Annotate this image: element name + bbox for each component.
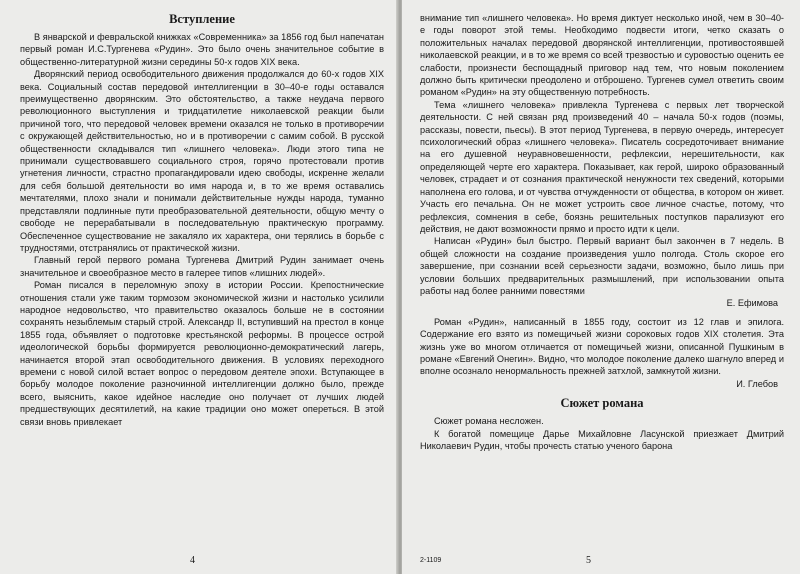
author-signature: Е. Ефимова	[726, 298, 778, 309]
right-page	[402, 0, 800, 574]
right-body-text-middle	[420, 316, 784, 378]
right-body-text	[420, 12, 784, 297]
paragraph: внимание тип «лишнего человека». Но время диктует несколько иной, чем в 30–40-е годы поворот этой темы. Необходимо подвести итоги, четко сказать о положительных началах передовой дворянской интеллигенции, противостоявшей николаевской реакции, и в то же время со всей трезвостью и суровостью оценить ее слабости, произнести беспощадный приговор над тем, что новым поколением должно быть критически преодолено и отброшено. Тургенев сумел ответить своим романом «Рудин» на эту общественную потребность.	[420, 13, 784, 98]
paragraph: Сюжет романа несложен.	[434, 416, 544, 427]
left-body-text	[20, 31, 384, 428]
paragraph: Дворянский период освободительного движения продолжался до 60-х годов XIX века. Социальный состав передовой интеллигенции в 30–40-е годы оставался преимущественно дворянским. Это обстоятельство, а также неудача первого революционного выступления и тридцатилетие николаевской реакции были причиной того, что передовой человек времени оказался не только в противоречии с окружающей действительностью, но и в противоречии с самим собой. В русской общественности складывался тип «лишнего человека». Люди этого типа не принимали существовавшего социального строя, горячо протестовали против угнетения личности, страстно пропагандировали идею свободы, искренне желали для себя большой деятельности во имя народа и, в то же время оставались мечтателями, плохо знали и понимали действительные нужды народа, туманно представляли подлинные пути преобразовательной деятельности, общую мечту о свободе не перерабатывали в последовательную практическую программу. Обеспеченное существование не закаляло их характера, они терялись в борьбе с трудностями, отстранялись от практической жизни.	[20, 69, 384, 253]
author-signature: И. Глебов	[736, 378, 778, 389]
paragraph: Роман писался в переломную эпоху в истории России. Крепостнические отношения стали уже таким тормозом экономической жизни и настолько усилили народное недовольство, что правительство оказалось больше не в состоянии сохранять незыблемым старый строй. Александр II, вступивший на престол в конце 1855 года, объявляет о подготовке крестьянской реформы. В процессе острой идеологической борьбы формируется революционно-демократический лагерь, начинается второй этап освободительного движения. В условиях переходного времени с новой силой встает вопрос о передовом деятеле эпохи. Вступающее в борьбу молодое поколение разночинной интеллигенции должно было, прежде всего, выяснить, какое идейное наследие оно получает от лучших людей предшествующих десятилетий, на какие традиции оно может опереться. В этой связи вновь привлекает	[20, 280, 384, 427]
paragraph: В январской и февральской книжках «Современника» за 1856 год был напечатан первый роман И.С.Тургенева «Рудин». Это было очень значительное событие в общественно-литературной жизни середины 50-х годов XIX века.	[20, 32, 384, 67]
paragraph: Главный герой первого романа Тургенева Дмитрий Рудин занимает очень значительное и своеобразное место в галерее типов «лишних людей».	[20, 255, 384, 278]
paragraph: Тема «лишнего человека» привлекла Тургенева с первых лет творческой деятельности. С ней связан ряд произведений 40 – начала 50-х годов (поэмы, рассказы, повести, пьесы). В этот период Тургенева, в первую очередь, интересует психологический образ «лишнего человека». Писатель сосредоточивает внимание на его душевной неуравновешенности, рефлексии, нерешительности, как определяющей черте его характера. Показывает, как герой, широко образованный человек, страдает и от сознания практической ненужности тех сведений, которыми наполнена его голова, и от чувства отчужденности от общества, в котором он живет. Участь его печальна. Он не может устроить свое личное счастье, потому, что рефлексия, сомнения в себе, боязнь решительных поступков парализуют его действия, не дают возможности прямо и просто идти к цели.	[420, 99, 784, 234]
paragraph: Написан «Рудин» был быстро. Первый вариант был закончен в 7 недель. В общей сложности на создание произведения ушло полгода. Столь скорое его завершение, при сознании всей серьезности задачи, возможно, было лишь при условии больших предварительных размышлений, при использовании опыта работы над более ранними повестями	[420, 236, 784, 296]
page-title: Вступление	[169, 12, 235, 26]
print-code: 2-1109	[420, 557, 442, 564]
page-number: 4	[190, 555, 195, 566]
paragraph: Роман «Рудин», написанный в 1855 году, состоит из 12 глав и эпилога. Содержание его взято из помещичьей жизни сороковых годов XIX столетия. Эта жизнь уже во многом отличается от помещичьей жизни, описанной Пушкиным в романе «Евгений Онегин». Видно, что молодое поколение далеко шагнуло вперед и вполне осознало ненормальность прежней затхлой, замкнутой жизни.	[420, 316, 784, 377]
page-number: 5	[586, 555, 591, 566]
paragraph: К богатой помещице Дарье Михайловне Ласунской приезжает Дмитрий Николаевич Рудин, чтобы прочесть статью ученого барона	[420, 428, 784, 451]
section-title: Сюжет романа	[560, 396, 644, 411]
left-page	[0, 0, 398, 574]
right-body-text-bottom	[420, 415, 784, 452]
